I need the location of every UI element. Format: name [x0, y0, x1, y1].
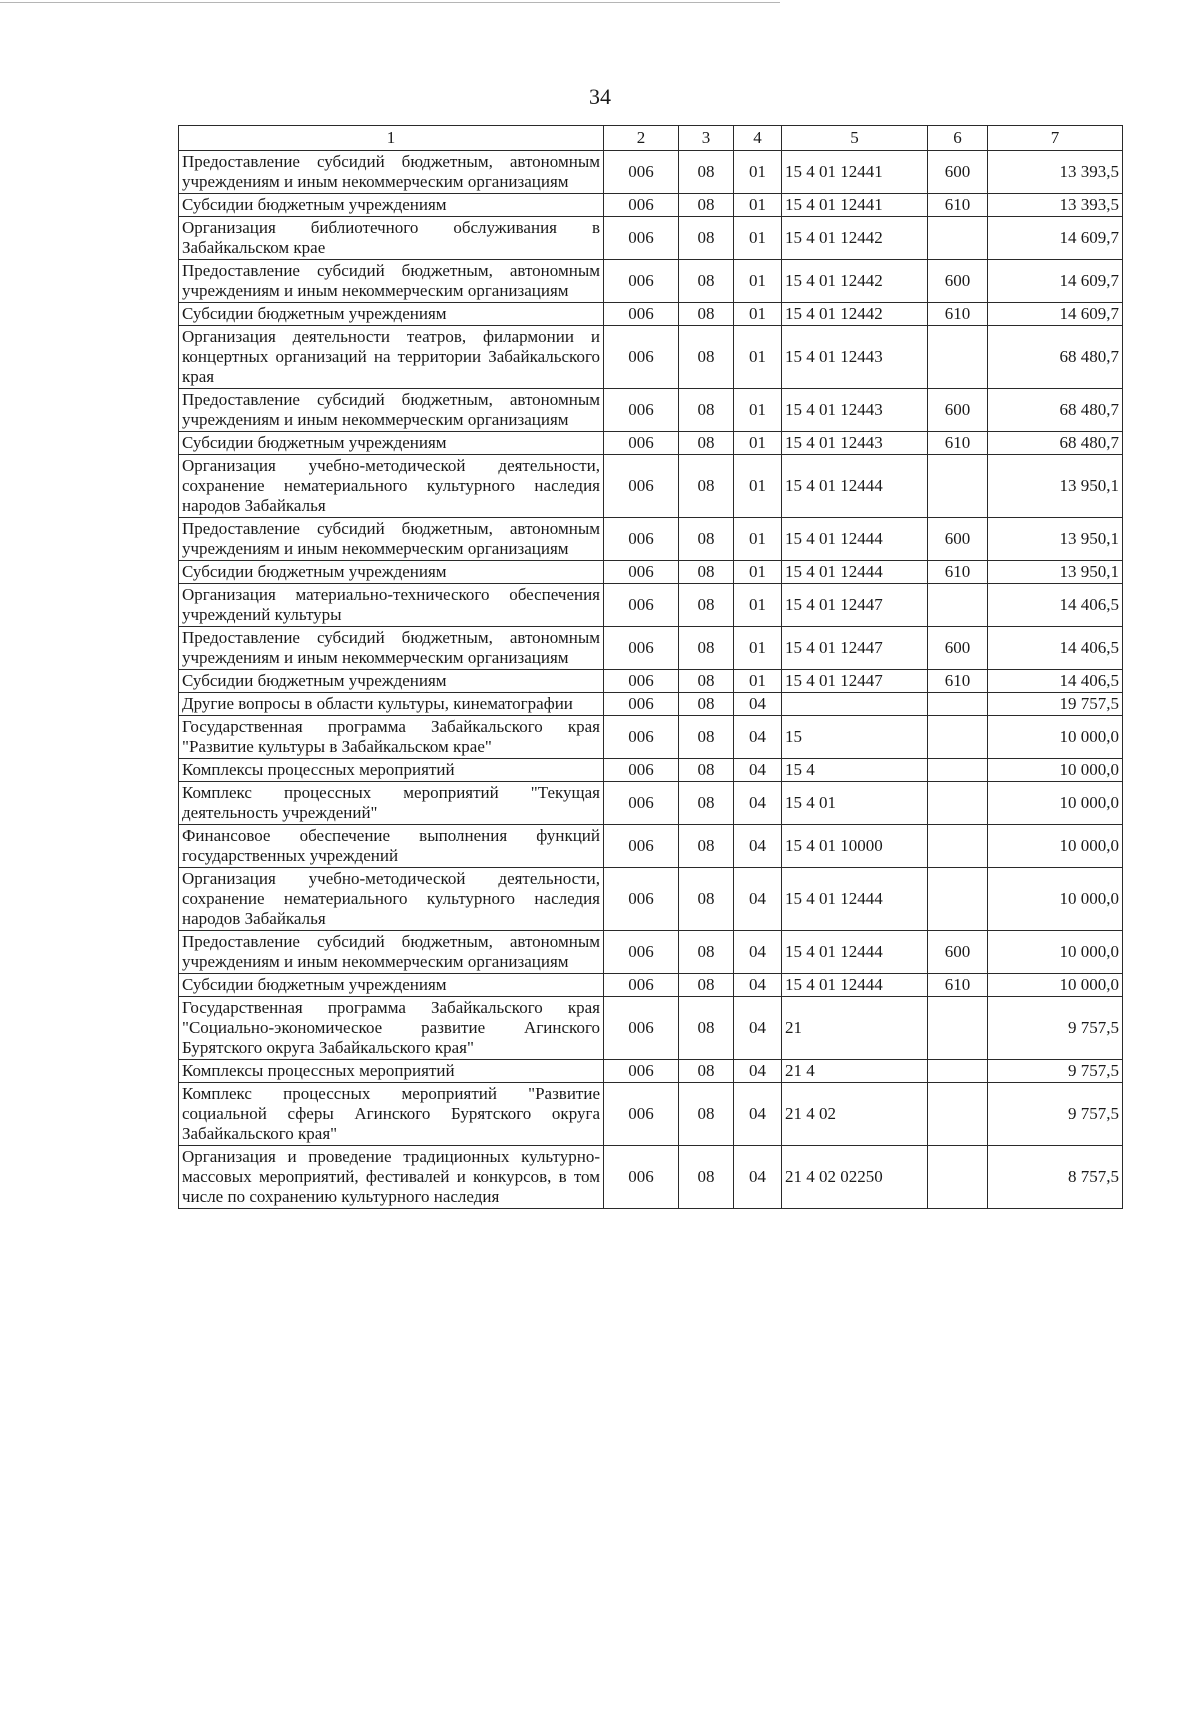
table-row: [179, 303, 1123, 326]
header-cell: 3: [679, 126, 734, 151]
target-article-cell: 15 4 01 12444: [782, 455, 928, 518]
expense-type-cell: [928, 1146, 988, 1209]
table-row: [179, 997, 1123, 1060]
row-name-cell: Организация учебно-методической деятельности, сохранение нематериального культурного наследия народов Забайкалья: [179, 455, 604, 518]
expense-type-cell: [928, 455, 988, 518]
amount-cell: 10 000,0: [988, 716, 1123, 759]
grbs-code-cell: 006: [604, 432, 679, 455]
grbs-code-cell: 006: [604, 389, 679, 432]
expense-type-cell: 600: [928, 627, 988, 670]
amount-cell: 10 000,0: [988, 931, 1123, 974]
table-row: [179, 584, 1123, 627]
amount-cell: 13 393,5: [988, 151, 1123, 194]
row-name-cell: Предоставление субсидий бюджетным, автономным учреждениям и иным некоммерческим организациям: [179, 389, 604, 432]
row-name-cell: Субсидии бюджетным учреждениям: [179, 670, 604, 693]
table-row: [179, 931, 1123, 974]
table-body: [179, 151, 1123, 1209]
header-cell: 6: [928, 126, 988, 151]
amount-cell: 8 757,5: [988, 1146, 1123, 1209]
row-name-cell: Комплексы процессных мероприятий: [179, 1060, 604, 1083]
expense-type-cell: 610: [928, 194, 988, 217]
expense-type-cell: [928, 1060, 988, 1083]
section-code-cell: 08: [679, 782, 734, 825]
row-name-cell: Организация и проведение традиционных культурно-массовых мероприятий, фестивалей и конкурсов, в том числе по сохранению культурного наследия: [179, 1146, 604, 1209]
section-code-cell: 08: [679, 561, 734, 584]
grbs-code-cell: 006: [604, 151, 679, 194]
subsection-code-cell: 04: [734, 693, 782, 716]
amount-cell: 13 950,1: [988, 455, 1123, 518]
row-name-cell: Организация библиотечного обслуживания в Забайкальском крае: [179, 217, 604, 260]
target-article-cell: 15 4 01 12442: [782, 303, 928, 326]
subsection-code-cell: 04: [734, 782, 782, 825]
row-name-cell: Финансовое обеспечение выполнения функций государственных учреждений: [179, 825, 604, 868]
table-row: [179, 455, 1123, 518]
amount-cell: 9 757,5: [988, 997, 1123, 1060]
grbs-code-cell: 006: [604, 326, 679, 389]
table-row: [179, 217, 1123, 260]
section-code-cell: 08: [679, 759, 734, 782]
amount-cell: 10 000,0: [988, 825, 1123, 868]
subsection-code-cell: 04: [734, 759, 782, 782]
expense-type-cell: [928, 716, 988, 759]
target-article-cell: 15 4 01 12447: [782, 584, 928, 627]
section-code-cell: 08: [679, 194, 734, 217]
section-code-cell: 08: [679, 584, 734, 627]
subsection-code-cell: 01: [734, 217, 782, 260]
subsection-code-cell: 01: [734, 260, 782, 303]
amount-cell: 10 000,0: [988, 974, 1123, 997]
section-code-cell: 08: [679, 868, 734, 931]
target-article-cell: 21: [782, 997, 928, 1060]
target-article-cell: 15: [782, 716, 928, 759]
header-row: [179, 126, 1123, 151]
grbs-code-cell: 006: [604, 782, 679, 825]
expense-type-cell: [928, 868, 988, 931]
expense-type-cell: 600: [928, 260, 988, 303]
subsection-code-cell: 01: [734, 627, 782, 670]
expense-type-cell: 610: [928, 303, 988, 326]
grbs-code-cell: 006: [604, 670, 679, 693]
row-name-cell: Предоставление субсидий бюджетным, автономным учреждениям и иным некоммерческим организациям: [179, 151, 604, 194]
table-row: [179, 432, 1123, 455]
grbs-code-cell: 006: [604, 1083, 679, 1146]
grbs-code-cell: 006: [604, 518, 679, 561]
subsection-code-cell: 04: [734, 1146, 782, 1209]
expense-type-cell: [928, 997, 988, 1060]
subsection-code-cell: 04: [734, 716, 782, 759]
row-name-cell: Государственная программа Забайкальского края "Социально-экономическое развитие Агинского Бурятского округа Забайкальского края": [179, 997, 604, 1060]
subsection-code-cell: 01: [734, 194, 782, 217]
grbs-code-cell: 006: [604, 693, 679, 716]
section-code-cell: 08: [679, 825, 734, 868]
target-article-cell: 15 4 01 12443: [782, 389, 928, 432]
target-article-cell: 15 4 01 12444: [782, 561, 928, 584]
page-number: 34: [589, 84, 611, 109]
budget-table: [178, 125, 1123, 1209]
section-code-cell: 08: [679, 217, 734, 260]
row-name-cell: Предоставление субсидий бюджетным, автономным учреждениям и иным некоммерческим организациям: [179, 931, 604, 974]
expense-type-cell: [928, 584, 988, 627]
expense-type-cell: [928, 326, 988, 389]
table-row: [179, 1060, 1123, 1083]
amount-cell: 68 480,7: [988, 326, 1123, 389]
table-row: [179, 260, 1123, 303]
subsection-code-cell: 01: [734, 518, 782, 561]
expense-type-cell: 600: [928, 518, 988, 561]
grbs-code-cell: 006: [604, 260, 679, 303]
section-code-cell: 08: [679, 455, 734, 518]
table-row: [179, 868, 1123, 931]
expense-type-cell: 610: [928, 974, 988, 997]
row-name-cell: Комплексы процессных мероприятий: [179, 759, 604, 782]
target-article-cell: 15 4 01 12443: [782, 326, 928, 389]
table-row: [179, 326, 1123, 389]
row-name-cell: Организация учебно-методической деятельности, сохранение нематериального культурного наследия народов Забайкалья: [179, 868, 604, 931]
amount-cell: 14 609,7: [988, 260, 1123, 303]
target-article-cell: 21 4 02: [782, 1083, 928, 1146]
amount-cell: 13 393,5: [988, 194, 1123, 217]
amount-cell: 9 757,5: [988, 1083, 1123, 1146]
row-name-cell: Комплекс процессных мероприятий "Текущая деятельность учреждений": [179, 782, 604, 825]
expense-type-cell: 600: [928, 389, 988, 432]
target-article-cell: 21 4: [782, 1060, 928, 1083]
section-code-cell: 08: [679, 260, 734, 303]
table-row: [179, 716, 1123, 759]
table-row: [179, 759, 1123, 782]
section-code-cell: 08: [679, 1083, 734, 1146]
target-article-cell: 15 4 01: [782, 782, 928, 825]
table-row: [179, 782, 1123, 825]
grbs-code-cell: 006: [604, 194, 679, 217]
header-cell: 1: [179, 126, 604, 151]
amount-cell: 13 950,1: [988, 518, 1123, 561]
expense-type-cell: [928, 217, 988, 260]
expense-type-cell: [928, 1083, 988, 1146]
grbs-code-cell: 006: [604, 627, 679, 670]
grbs-code-cell: 006: [604, 455, 679, 518]
section-code-cell: 08: [679, 931, 734, 974]
subsection-code-cell: 04: [734, 1060, 782, 1083]
grbs-code-cell: 006: [604, 868, 679, 931]
target-article-cell: 15 4 01 12442: [782, 217, 928, 260]
subsection-code-cell: 04: [734, 931, 782, 974]
row-name-cell: Субсидии бюджетным учреждениям: [179, 561, 604, 584]
header-cell: 7: [988, 126, 1123, 151]
subsection-code-cell: 01: [734, 151, 782, 194]
amount-cell: 14 406,5: [988, 670, 1123, 693]
grbs-code-cell: 006: [604, 716, 679, 759]
section-code-cell: 08: [679, 303, 734, 326]
target-article-cell: 15 4 01 12447: [782, 627, 928, 670]
subsection-code-cell: 04: [734, 868, 782, 931]
table-row: [179, 627, 1123, 670]
expense-type-cell: 610: [928, 561, 988, 584]
target-article-cell: 15 4 01 12441: [782, 194, 928, 217]
grbs-code-cell: 006: [604, 584, 679, 627]
row-name-cell: Предоставление субсидий бюджетным, автономным учреждениям и иным некоммерческим организациям: [179, 518, 604, 561]
section-code-cell: 08: [679, 432, 734, 455]
amount-cell: 14 609,7: [988, 303, 1123, 326]
grbs-code-cell: 006: [604, 303, 679, 326]
grbs-code-cell: 006: [604, 931, 679, 974]
row-name-cell: Субсидии бюджетным учреждениям: [179, 194, 604, 217]
target-article-cell: 15 4 01 12444: [782, 518, 928, 561]
subsection-code-cell: 04: [734, 997, 782, 1060]
subsection-code-cell: 01: [734, 455, 782, 518]
table-row: [179, 194, 1123, 217]
expense-type-cell: [928, 825, 988, 868]
subsection-code-cell: 01: [734, 326, 782, 389]
row-name-cell: Субсидии бюджетным учреждениям: [179, 974, 604, 997]
grbs-code-cell: 006: [604, 561, 679, 584]
target-article-cell: 21 4 02 02250: [782, 1146, 928, 1209]
amount-cell: 13 950,1: [988, 561, 1123, 584]
section-code-cell: 08: [679, 997, 734, 1060]
subsection-code-cell: 04: [734, 825, 782, 868]
subsection-code-cell: 01: [734, 561, 782, 584]
target-article-cell: 15 4 01 12444: [782, 974, 928, 997]
amount-cell: 10 000,0: [988, 868, 1123, 931]
row-name-cell: Предоставление субсидий бюджетным, автономным учреждениям и иным некоммерческим организациям: [179, 627, 604, 670]
grbs-code-cell: 006: [604, 1060, 679, 1083]
amount-cell: 10 000,0: [988, 782, 1123, 825]
subsection-code-cell: 04: [734, 974, 782, 997]
section-code-cell: 08: [679, 627, 734, 670]
section-code-cell: 08: [679, 518, 734, 561]
grbs-code-cell: 006: [604, 217, 679, 260]
target-article-cell: [782, 693, 928, 716]
target-article-cell: 15 4 01 12447: [782, 670, 928, 693]
amount-cell: 14 609,7: [988, 217, 1123, 260]
amount-cell: 10 000,0: [988, 759, 1123, 782]
table-row: [179, 693, 1123, 716]
grbs-code-cell: 006: [604, 825, 679, 868]
subsection-code-cell: 01: [734, 584, 782, 627]
expense-type-cell: [928, 693, 988, 716]
expense-type-cell: 600: [928, 151, 988, 194]
section-code-cell: 08: [679, 1146, 734, 1209]
row-name-cell: Организация деятельности театров, филармонии и концертных организаций на территории Забайкальского края: [179, 326, 604, 389]
section-code-cell: 08: [679, 693, 734, 716]
target-article-cell: 15 4 01 12441: [782, 151, 928, 194]
row-name-cell: Организация материально-технического обеспечения учреждений культуры: [179, 584, 604, 627]
section-code-cell: 08: [679, 151, 734, 194]
amount-cell: 19 757,5: [988, 693, 1123, 716]
table-row: [179, 825, 1123, 868]
amount-cell: 14 406,5: [988, 584, 1123, 627]
target-article-cell: 15 4 01 10000: [782, 825, 928, 868]
target-article-cell: 15 4: [782, 759, 928, 782]
header-cell: 5: [782, 126, 928, 151]
table-row: [179, 561, 1123, 584]
table-row: [179, 518, 1123, 561]
grbs-code-cell: 006: [604, 759, 679, 782]
subsection-code-cell: 01: [734, 389, 782, 432]
row-name-cell: Государственная программа Забайкальского края "Развитие культуры в Забайкальском крае": [179, 716, 604, 759]
section-code-cell: 08: [679, 716, 734, 759]
target-article-cell: 15 4 01 12444: [782, 931, 928, 974]
grbs-code-cell: 006: [604, 974, 679, 997]
table-row: [179, 1146, 1123, 1209]
target-article-cell: 15 4 01 12442: [782, 260, 928, 303]
grbs-code-cell: 006: [604, 997, 679, 1060]
section-code-cell: 08: [679, 974, 734, 997]
row-name-cell: Субсидии бюджетным учреждениям: [179, 432, 604, 455]
header-cell: 2: [604, 126, 679, 151]
grbs-code-cell: 006: [604, 1146, 679, 1209]
row-name-cell: Предоставление субсидий бюджетным, автономным учреждениям и иным некоммерческим организациям: [179, 260, 604, 303]
expense-type-cell: 610: [928, 670, 988, 693]
table-row: [179, 389, 1123, 432]
table-row: [179, 974, 1123, 997]
header-cell: 4: [734, 126, 782, 151]
section-code-cell: 08: [679, 670, 734, 693]
table-row: [179, 151, 1123, 194]
amount-cell: 14 406,5: [988, 627, 1123, 670]
scan-edge-line: [0, 2, 780, 3]
subsection-code-cell: 01: [734, 303, 782, 326]
expense-type-cell: [928, 759, 988, 782]
expense-type-cell: 600: [928, 931, 988, 974]
amount-cell: 68 480,7: [988, 432, 1123, 455]
section-code-cell: 08: [679, 389, 734, 432]
table-row: [179, 1083, 1123, 1146]
subsection-code-cell: 01: [734, 670, 782, 693]
amount-cell: 68 480,7: [988, 389, 1123, 432]
subsection-code-cell: 01: [734, 432, 782, 455]
section-code-cell: 08: [679, 326, 734, 389]
expense-type-cell: [928, 782, 988, 825]
row-name-cell: Другие вопросы в области культуры, кинематографии: [179, 693, 604, 716]
row-name-cell: Субсидии бюджетным учреждениям: [179, 303, 604, 326]
section-code-cell: 08: [679, 1060, 734, 1083]
target-article-cell: 15 4 01 12444: [782, 868, 928, 931]
target-article-cell: 15 4 01 12443: [782, 432, 928, 455]
amount-cell: 9 757,5: [988, 1060, 1123, 1083]
row-name-cell: Комплекс процессных мероприятий "Развитие социальной сферы Агинского Бурятского округа Забайкальского края": [179, 1083, 604, 1146]
subsection-code-cell: 04: [734, 1083, 782, 1146]
expense-type-cell: 610: [928, 432, 988, 455]
table-row: [179, 670, 1123, 693]
